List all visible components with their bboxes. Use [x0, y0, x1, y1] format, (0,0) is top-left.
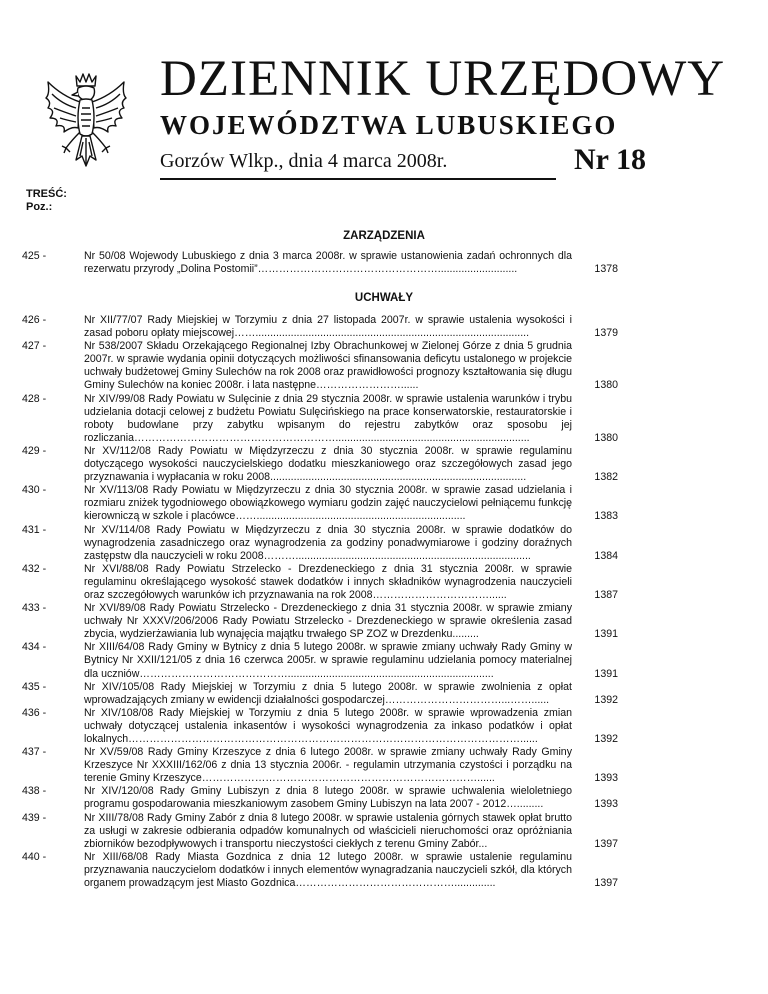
entry-number: 435 -	[22, 680, 47, 693]
section-title-uchwaly: UCHWAŁY	[354, 292, 414, 304]
pos-label: Poz.:	[26, 201, 53, 213]
entry-number: 427 -	[22, 340, 47, 353]
entry-page: 1391	[594, 667, 618, 680]
entry-text: Nr XIII/78/08 Rady Gminy Zabór z dnia 8 lutego 2008r. w sprawie ustalenia górnych stawek opłat brutto za usługi w zakresie odbierania odpadów komunalnych od właścicieli nieruchomości oraz opróżniania zbiorników bezodpływowych i transportu nieczystości ciekłych z terenu Gminy Zabór...	[84, 811, 572, 850]
entry-text: Nr XIV/99/08 Rady Powiatu w Sulęcinie z dnia 29 stycznia 2008r. w sprawie ustalenia warunków i trybu udzielania dotacji celowej z budżetu Powiatu Sulęcińskiego na prace konserwatorskie, restauratorskie i roboty budowlane przy zabytku wpisanym do rejestru zabytków oraz sposobu jej rozliczania…………………………………………………..................................................................	[84, 392, 572, 444]
section-entries-uchwaly	[0, 314, 768, 890]
entry-number: 436 -	[22, 706, 47, 719]
section-entries-zarzadzenia	[0, 250, 768, 276]
toc-entry	[0, 707, 768, 746]
entry-text: Nr 538/2007 Składu Orzekającego Regionalnej Izby Obrachunkowej w Zielonej Górze z dnia 5 grudnia 2007r. w sprawie wydania opinii dotyczących możliwości sfinansowania deficytu ustalonego w projekcie uchwały budżetowej Gminy Sulechów na rok 2008 oraz prawidłowości prognozy kształtowania się długu Gminy Sulechów na koniec 2008r. i lata następne……………………......	[84, 340, 572, 392]
toc-entry	[0, 812, 768, 851]
entry-number: 430 -	[22, 484, 47, 497]
toc-heading	[26, 188, 67, 214]
entry-number: 437 -	[22, 746, 47, 759]
entry-text: Nr XVI/89/08 Rady Powiatu Strzelecko - Drezdeneckiego z dnia 31 stycznia 2008r. w sprawie zmiany uchwały Nr XXXV/206/2006 Rady Powiatu Strzelecko - Drezdeneckiego w sprawie określenia zasad zbycia, wydzierżawiania lub wynajęcia majątku trwałego SP ZOZ w Drezdenku.........	[84, 602, 572, 641]
entry-number: 438 -	[22, 785, 47, 798]
toc-entry	[0, 445, 768, 484]
entry-text: Nr XIV/108/08 Rady Miejskiej w Torzymiu z dnia 5 lutego 2008r. w sprawie wprowadzenia zmian uchwały dotyczącej ustalenia inkasentów i wysokości wynagrodzenia za inkaso podatków i opłat lokalnych…………………………………………………………………………………………………......	[84, 706, 572, 745]
entry-text: Nr XVI/88/08 Rady Powiatu Strzelecko - Drezdeneckiego z dnia 31 stycznia 2008r. w sprawie regulaminu określającego wysokość stawek dodatków i innych składników wynagrodzenia nauczycieli oraz szczegółowych warunków ich przyznawania na rok 2008……………………………......	[84, 562, 572, 601]
entry-text: Nr XIII/68/08 Rady Miasta Gozdnica z dnia 12 lutego 2008r. w sprawie ustalenie regulaminu przyznawania nauczycielom dodatków i innych elementów wynagradzania nauczycieli szkół, dla których organem prowadzącym jest Miasto Gozdnica………………………………………..............	[84, 850, 572, 890]
toc-entry	[0, 340, 768, 392]
entry-text: Nr XV/112/08 Rady Powiatu w Międzyrzeczu z dnia 30 stycznia 2008r. w sprawie regulaminu dotyczącego wysokości nauczycielskiego dodatku mieszkaniowego oraz szczegółowych zasad jego przyznawania i wypłacania w roku 2008.......................................................................................	[84, 444, 572, 484]
entry-page: 1380	[594, 431, 618, 444]
entry-page: 1380	[594, 379, 618, 392]
toc-entry	[0, 746, 768, 785]
entry-page: 1393	[594, 772, 618, 785]
entry-page: 1397	[594, 837, 618, 850]
entry-text: Nr XII/77/07 Rady Miejskiej w Torzymiu z dnia 27 listopada 2007r. w sprawie ustalenia wysokości i zasad poboru opłaty miejscowej…….............................................................................................	[84, 314, 572, 340]
entry-page: 1379	[594, 327, 618, 340]
entry-page: 1397	[594, 877, 618, 890]
entry-page: 1383	[594, 510, 618, 523]
toc-entry	[0, 641, 768, 680]
section-title-zarzadzenia: ZARZĄDZENIA	[343, 230, 425, 242]
entry-number: 426 -	[22, 314, 47, 326]
entry-page: 1393	[594, 798, 618, 811]
entry-text: Nr XIV/105/08 Rady Miejskiej w Torzymiu z dnia 5 lutego 2008r. w sprawie zwolnienia z opłat wprowadzających zmiany w ewidencji działalności gospodarczej……………………………...……......	[84, 680, 572, 706]
entry-page: 1384	[594, 549, 618, 562]
toc-entry	[0, 250, 768, 276]
entry-text: Nr 50/08 Wojewody Lubuskiego z dnia 3 marca 2008r. w sprawie ustanowienia zadań ochronnych dla rezerwatu przyrody „Dolina Postomii”……………………………………………...........................	[84, 250, 572, 276]
entry-page: 1392	[594, 693, 618, 706]
place-date: Gorzów Wlkp., dnia 4 marca 2008r.	[160, 150, 448, 172]
entry-number: 434 -	[22, 641, 47, 654]
entry-text: Nr XV/113/08 Rady Powiatu w Międzyrzeczu z dnia 30 stycznia 2008r. w sprawie zasad udzielania i rozmiaru zniżek tygodniowego obowiązkowego wymiaru godzin zajęć nauczycielowi pełniącemu funkcję kierowniczą w szkole i placówce…….......................................................................	[84, 484, 572, 523]
toc-entry	[0, 602, 768, 641]
entry-text: Nr XIV/120/08 Rady Gminy Lubiszyn z dnia 8 lutego 2008r. w sprawie uchwalenia wieloletniego programu gospodarowania mieszkaniowym zasobem Gminy Lubiszyn na lata 2007 - 2012….........	[84, 785, 572, 811]
entry-text: Nr XV/114/08 Rady Powiatu w Międzyrzeczu z dnia 30 stycznia 2008r. w sprawie dodatków do wynagrodzenia zasadniczego oraz wynagrodzenia za godziny ponadwymiarowe i godziny doraźnych zastępstw dla nauczycieli w roku 2008………................................................................................	[84, 523, 572, 562]
journal-title: DZIENNIK URZĘDOWY	[160, 51, 726, 107]
entry-text: Nr XIII/64/08 Rady Gminy w Bytnicy z dnia 5 lutego 2008r. w sprawie zmiany uchwały Rady Gminy w Bytnicy Nr XXII/121/05 z dnia 16 czerwca 2005r. w sprawie regulaminu udzielania pomocy materialnej dla uczniów……………………………………......................................................................	[84, 641, 572, 680]
header-divider	[160, 178, 556, 180]
toc-entry	[0, 314, 768, 340]
toc-entry	[0, 393, 768, 445]
entry-page: 1392	[594, 733, 618, 745]
entry-number: 440 -	[22, 850, 47, 863]
issue-number: Nr 18	[574, 143, 646, 176]
entry-number: 431 -	[22, 523, 47, 536]
toc-entry	[0, 681, 768, 707]
eagle-emblem-icon	[42, 68, 130, 174]
entry-number: 439 -	[22, 811, 47, 824]
toc-entry	[0, 785, 768, 811]
entry-page: 1382	[594, 471, 618, 484]
entry-page: 1391	[594, 628, 618, 641]
toc-entry	[0, 484, 768, 523]
entry-number: 425 -	[22, 250, 47, 262]
toc-entry	[0, 563, 768, 602]
entry-number: 433 -	[22, 602, 47, 615]
entry-page: 1387	[594, 588, 618, 601]
entry-number: 432 -	[22, 562, 47, 575]
toc-entry	[0, 524, 768, 563]
entry-number: 429 -	[22, 444, 47, 457]
toc-label: TREŚĆ:	[26, 188, 67, 200]
entry-text: Nr XV/59/08 Rady Gminy Krzeszyce z dnia 6 lutego 2008r. w sprawie zmiany uchwały Rady Gminy Krzeszyce Nr XXXIII/162/06 z dnia 13 stycznia 2006r. - regulamin utrzymania czystości i porządku na terenie Gminy Krzeszyce……………………………………………………………………......	[84, 746, 572, 785]
journal-subtitle: WOJEWÓDZTWA LUBUSKIEGO	[160, 110, 618, 140]
toc-entry	[0, 851, 768, 890]
entry-page: 1378	[594, 263, 618, 276]
entry-number: 428 -	[22, 392, 47, 405]
